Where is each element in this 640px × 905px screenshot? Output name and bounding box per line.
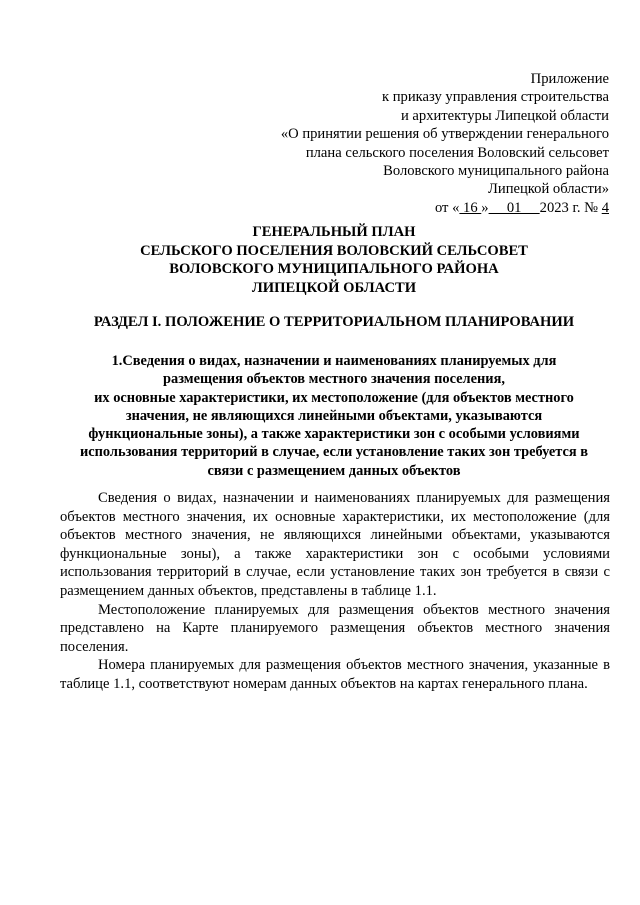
document-title <box>60 223 608 297</box>
subsection-line: их основные характеристики, их местоположение (для объектов местного <box>94 389 574 406</box>
subsection-line: функциональные зоны), а также характеристики зон с особыми условиями <box>88 426 580 443</box>
date-month: 01 <box>488 199 540 216</box>
appendix-line: к приказу управления строительства <box>382 89 609 106</box>
subsection-line: связи с размещением данных объектов <box>207 462 461 479</box>
appendix-line: «О принятии решения об утверждении генерального <box>280 126 609 143</box>
appendix-line: и архитектуры Липецкой области <box>400 107 609 124</box>
date-year: 2023 г. № <box>539 199 602 216</box>
title-line: ВОЛОВСКОГО МУНИЦИПАЛЬНОГО РАЙОНА <box>169 261 499 277</box>
subsection-line: использования территорий в случае, если установление таких зон требуется в <box>79 444 589 461</box>
subsection-line: размещения объектов местного значения поселения, <box>163 371 505 388</box>
date-day: 16 <box>459 199 482 216</box>
section-heading: РАЗДЕЛ I. ПОЛОЖЕНИЕ О ТЕРРИТОРИАЛЬНОМ ПЛАНИРОВАНИИ <box>93 314 575 330</box>
title-line: ЛИПЕЦКОЙ ОБЛАСТИ <box>251 279 417 296</box>
title-line: ГЕНЕРАЛЬНЫЙ ПЛАН <box>252 224 416 240</box>
doc-number: 4 <box>601 199 609 216</box>
subsection-line: значения, не являющихся линейными объектами, указываются <box>125 407 543 424</box>
body-paragraph: Местоположение планируемых для размещения объектов местного значения представлено на Карте планируемого размещения объектов местного значения поселения. <box>60 601 610 655</box>
appendix-line: Липецкой области» <box>488 181 609 198</box>
date-prefix: от « <box>434 199 460 216</box>
title-line: СЕЛЬСКОГО ПОСЕЛЕНИЯ ВОЛОВСКИЙ СЕЛЬСОВЕТ <box>140 242 528 259</box>
subsection-line: 1.Сведения о видах, назначении и наименованиях планируемых для <box>111 353 557 369</box>
date-separator: » <box>481 199 489 216</box>
body-paragraph: Номера планируемых для размещения объектов местного значения, указанные в таблице 1.1, соответствуют номерам данных объектов на картах генерального плана. <box>60 657 610 692</box>
body-text <box>60 489 610 694</box>
subsection-heading <box>60 352 608 480</box>
appendix-line: Воловского муниципального района <box>383 163 609 180</box>
appendix-line: Приложение <box>530 71 609 87</box>
appendix-block <box>281 70 609 217</box>
appendix-line: плана сельского поселения Воловский сельсовет <box>305 144 609 161</box>
body-paragraph: Сведения о видах, назначении и наименованиях планируемых для размещения объектов местного значения, их основные характеристики, их местоположение (для объектов местного значения, не являющихся линейными объектами, указываются функциональные зоны), а также характеристики зон с особыми условиями использования территорий в случае, если установление таких зон требуется в связи с размещением данных объектов, представлены в таблице 1.1. <box>60 490 610 599</box>
appendix-date-line <box>281 199 609 217</box>
